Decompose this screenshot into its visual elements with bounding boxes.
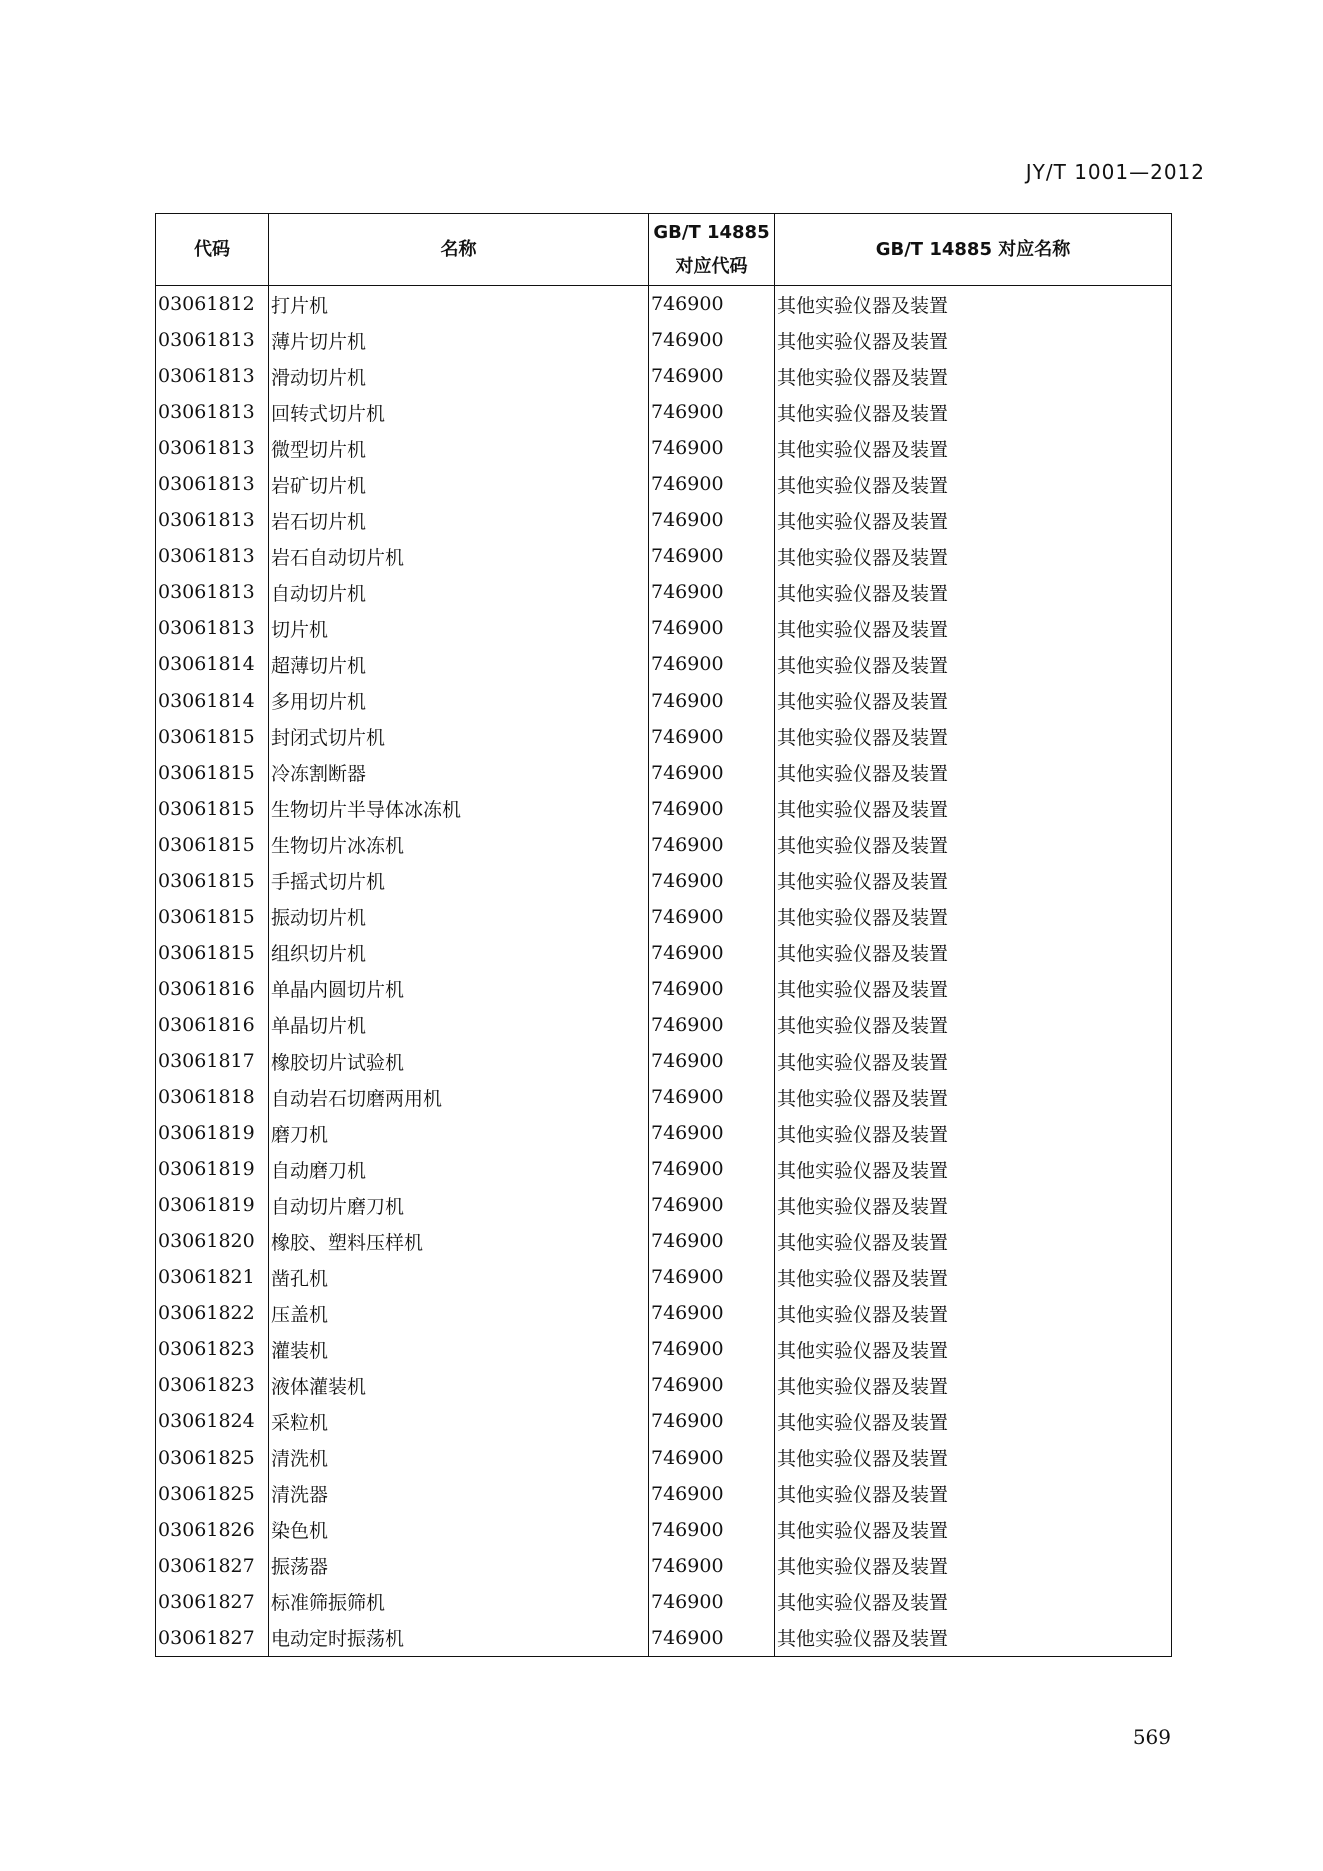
gb-code-cell: 746900 [649, 466, 775, 502]
gb-code-cell: 746900 [649, 1259, 775, 1295]
header-gb-code-line2: 对应代码 [675, 255, 748, 277]
table-row [156, 683, 1172, 719]
code-cell: 03061813 [156, 610, 269, 646]
code-cell: 03061820 [156, 1223, 269, 1259]
gb-name-cell: 其他实验仪器及装置 [775, 863, 1172, 899]
name-cell: 岩矿切片机 [269, 466, 649, 502]
name-cell: 振荡器 [269, 1548, 649, 1584]
gb-name-cell: 其他实验仪器及装置 [775, 1440, 1172, 1476]
gb-code-cell: 746900 [649, 646, 775, 682]
table-row [156, 430, 1172, 466]
name-cell: 多用切片机 [269, 683, 649, 719]
name-cell: 岩石自动切片机 [269, 538, 649, 574]
gb-name-cell: 其他实验仪器及装置 [775, 755, 1172, 791]
code-cell: 03061815 [156, 935, 269, 971]
code-cell: 03061819 [156, 1115, 269, 1151]
code-cell: 03061813 [156, 574, 269, 610]
table-row [156, 935, 1172, 971]
gb-code-cell: 746900 [649, 1187, 775, 1223]
code-cell: 03061824 [156, 1403, 269, 1439]
gb-name-cell: 其他实验仪器及装置 [775, 1187, 1172, 1223]
gb-name-cell: 其他实验仪器及装置 [775, 719, 1172, 755]
table-row [156, 394, 1172, 430]
gb-code-cell: 746900 [649, 719, 775, 755]
gb-code-cell: 746900 [649, 1440, 775, 1476]
name-cell: 自动岩石切磨两用机 [269, 1079, 649, 1115]
code-cell: 03061823 [156, 1331, 269, 1367]
code-cell: 03061822 [156, 1295, 269, 1331]
name-cell: 灌装机 [269, 1331, 649, 1367]
header-gb-code-line1: GB/T 14885 [653, 221, 770, 243]
table-row [156, 1548, 1172, 1584]
gb-name-cell: 其他实验仪器及装置 [775, 286, 1172, 323]
table-row [156, 1512, 1172, 1548]
code-cell: 03061817 [156, 1043, 269, 1079]
gb-code-cell: 746900 [649, 863, 775, 899]
gb-name-cell: 其他实验仪器及装置 [775, 430, 1172, 466]
name-cell: 清洗器 [269, 1476, 649, 1512]
table-row [156, 1440, 1172, 1476]
gb-code-cell: 746900 [649, 286, 775, 323]
code-cell: 03061813 [156, 394, 269, 430]
table-header-row [156, 214, 1172, 286]
gb-code-cell: 746900 [649, 1115, 775, 1151]
table-row [156, 1187, 1172, 1223]
gb-name-cell: 其他实验仪器及装置 [775, 646, 1172, 682]
table-row [156, 1259, 1172, 1295]
gb-code-cell: 746900 [649, 683, 775, 719]
code-cell: 03061816 [156, 971, 269, 1007]
gb-name-cell: 其他实验仪器及装置 [775, 1151, 1172, 1187]
name-cell: 生物切片半导体冰冻机 [269, 791, 649, 827]
gb-name-cell: 其他实验仪器及装置 [775, 538, 1172, 574]
code-cell: 03061813 [156, 358, 269, 394]
name-cell: 切片机 [269, 610, 649, 646]
table-row [156, 1331, 1172, 1367]
name-cell: 凿孔机 [269, 1259, 649, 1295]
code-cell: 03061819 [156, 1151, 269, 1187]
table-row [156, 827, 1172, 863]
code-cell: 03061827 [156, 1620, 269, 1657]
gb-name-cell: 其他实验仪器及装置 [775, 1403, 1172, 1439]
name-cell: 染色机 [269, 1512, 649, 1548]
table-row [156, 286, 1172, 323]
code-cell: 03061814 [156, 646, 269, 682]
gb-name-cell: 其他实验仪器及装置 [775, 1476, 1172, 1512]
gb-code-cell: 746900 [649, 574, 775, 610]
gb-name-cell: 其他实验仪器及装置 [775, 1115, 1172, 1151]
gb-code-cell: 746900 [649, 1151, 775, 1187]
name-cell: 自动切片磨刀机 [269, 1187, 649, 1223]
code-cell: 03061815 [156, 827, 269, 863]
name-cell: 采粒机 [269, 1403, 649, 1439]
name-cell: 组织切片机 [269, 935, 649, 971]
gb-name-cell: 其他实验仪器及装置 [775, 574, 1172, 610]
code-cell: 03061813 [156, 322, 269, 358]
table-row [156, 1295, 1172, 1331]
name-cell: 超薄切片机 [269, 646, 649, 682]
gb-code-cell: 746900 [649, 610, 775, 646]
gb-name-cell: 其他实验仪器及装置 [775, 466, 1172, 502]
code-cell: 03061818 [156, 1079, 269, 1115]
table-row [156, 502, 1172, 538]
table-row [156, 1151, 1172, 1187]
gb-code-cell: 746900 [649, 935, 775, 971]
code-cell: 03061815 [156, 755, 269, 791]
gb-name-cell: 其他实验仪器及装置 [775, 899, 1172, 935]
standard-code: JY/T 1001—2012 [1025, 160, 1205, 184]
gb-name-cell: 其他实验仪器及装置 [775, 1548, 1172, 1584]
gb-name-cell: 其他实验仪器及装置 [775, 1367, 1172, 1403]
gb-code-cell: 746900 [649, 1403, 775, 1439]
table-row [156, 1476, 1172, 1512]
name-cell: 滑动切片机 [269, 358, 649, 394]
header-name: 名称 [269, 214, 649, 286]
header-gb-name: GB/T 14885 对应名称 [775, 214, 1172, 286]
table-row [156, 1620, 1172, 1657]
gb-code-cell: 746900 [649, 1620, 775, 1657]
table-row [156, 755, 1172, 791]
table-row [156, 1115, 1172, 1151]
gb-name-cell: 其他实验仪器及装置 [775, 1620, 1172, 1657]
name-cell: 生物切片冰冻机 [269, 827, 649, 863]
name-cell: 封闭式切片机 [269, 719, 649, 755]
code-cell: 03061815 [156, 899, 269, 935]
code-cell: 03061813 [156, 466, 269, 502]
code-cell: 03061813 [156, 502, 269, 538]
gb-code-cell: 746900 [649, 322, 775, 358]
gb-name-cell: 其他实验仪器及装置 [775, 502, 1172, 538]
code-cell: 03061827 [156, 1548, 269, 1584]
gb-code-cell: 746900 [649, 358, 775, 394]
name-cell: 单晶切片机 [269, 1007, 649, 1043]
code-cell: 03061813 [156, 430, 269, 466]
gb-name-cell: 其他实验仪器及装置 [775, 322, 1172, 358]
gb-code-cell: 746900 [649, 791, 775, 827]
gb-code-cell: 746900 [649, 1584, 775, 1620]
gb-code-cell: 746900 [649, 755, 775, 791]
name-cell: 橡胶切片试验机 [269, 1043, 649, 1079]
name-cell: 自动切片机 [269, 574, 649, 610]
gb-code-cell: 746900 [649, 1512, 775, 1548]
gb-name-cell: 其他实验仪器及装置 [775, 1584, 1172, 1620]
gb-name-cell: 其他实验仪器及装置 [775, 358, 1172, 394]
name-cell: 液体灌装机 [269, 1367, 649, 1403]
gb-name-cell: 其他实验仪器及装置 [775, 1259, 1172, 1295]
gb-code-cell: 746900 [649, 1043, 775, 1079]
gb-name-cell: 其他实验仪器及装置 [775, 1079, 1172, 1115]
table-body [156, 286, 1172, 1657]
table-row [156, 899, 1172, 935]
name-cell: 薄片切片机 [269, 322, 649, 358]
table-row [156, 719, 1172, 755]
gb-name-cell: 其他实验仪器及装置 [775, 1331, 1172, 1367]
code-cell: 03061826 [156, 1512, 269, 1548]
table-row [156, 646, 1172, 682]
code-cell: 03061815 [156, 791, 269, 827]
name-cell: 自动磨刀机 [269, 1151, 649, 1187]
gb-code-cell: 746900 [649, 538, 775, 574]
name-cell: 磨刀机 [269, 1115, 649, 1151]
gb-name-cell: 其他实验仪器及装置 [775, 1512, 1172, 1548]
gb-code-cell: 746900 [649, 1223, 775, 1259]
gb-code-cell: 746900 [649, 827, 775, 863]
name-cell: 振动切片机 [269, 899, 649, 935]
gb-name-cell: 其他实验仪器及装置 [775, 791, 1172, 827]
gb-name-cell: 其他实验仪器及装置 [775, 1007, 1172, 1043]
table-row [156, 1367, 1172, 1403]
name-cell: 单晶内圆切片机 [269, 971, 649, 1007]
table-row [156, 1223, 1172, 1259]
table-row [156, 1043, 1172, 1079]
gb-code-cell: 746900 [649, 899, 775, 935]
gb-name-cell: 其他实验仪器及装置 [775, 1295, 1172, 1331]
table-row [156, 322, 1172, 358]
name-cell: 橡胶、塑料压样机 [269, 1223, 649, 1259]
gb-name-cell: 其他实验仪器及装置 [775, 971, 1172, 1007]
gb-code-cell: 746900 [649, 1476, 775, 1512]
gb-name-cell: 其他实验仪器及装置 [775, 610, 1172, 646]
name-cell: 冷冻割断器 [269, 755, 649, 791]
code-cell: 03061825 [156, 1476, 269, 1512]
name-cell: 微型切片机 [269, 430, 649, 466]
header-gb-code [649, 214, 775, 286]
name-cell: 压盖机 [269, 1295, 649, 1331]
name-cell: 手摇式切片机 [269, 863, 649, 899]
gb-name-cell: 其他实验仪器及装置 [775, 683, 1172, 719]
name-cell: 电动定时振荡机 [269, 1620, 649, 1657]
code-cell: 03061815 [156, 719, 269, 755]
table-row [156, 610, 1172, 646]
gb-code-cell: 746900 [649, 1295, 775, 1331]
table-row [156, 466, 1172, 502]
name-cell: 标准筛振筛机 [269, 1584, 649, 1620]
table-row [156, 971, 1172, 1007]
code-cell: 03061812 [156, 286, 269, 323]
table-row [156, 1403, 1172, 1439]
gb-name-cell: 其他实验仪器及装置 [775, 935, 1172, 971]
code-cell: 03061813 [156, 538, 269, 574]
name-cell: 清洗机 [269, 1440, 649, 1476]
table-row [156, 538, 1172, 574]
gb-name-cell: 其他实验仪器及装置 [775, 1223, 1172, 1259]
table-row [156, 1584, 1172, 1620]
gb-code-cell: 746900 [649, 1331, 775, 1367]
code-cell: 03061821 [156, 1259, 269, 1295]
code-cell: 03061815 [156, 863, 269, 899]
gb-code-cell: 746900 [649, 971, 775, 1007]
table-row [156, 1007, 1172, 1043]
gb-code-cell: 746900 [649, 1367, 775, 1403]
table-row [156, 1079, 1172, 1115]
name-cell: 回转式切片机 [269, 394, 649, 430]
code-cell: 03061827 [156, 1584, 269, 1620]
header-code: 代码 [156, 214, 269, 286]
name-cell: 打片机 [269, 286, 649, 323]
gb-code-cell: 746900 [649, 430, 775, 466]
gb-name-cell: 其他实验仪器及装置 [775, 1043, 1172, 1079]
gb-code-cell: 746900 [649, 394, 775, 430]
code-cell: 03061814 [156, 683, 269, 719]
code-cell: 03061825 [156, 1440, 269, 1476]
table-row [156, 791, 1172, 827]
gb-code-cell: 746900 [649, 502, 775, 538]
table-row [156, 863, 1172, 899]
table-row [156, 358, 1172, 394]
table-row [156, 574, 1172, 610]
gb-name-cell: 其他实验仪器及装置 [775, 827, 1172, 863]
page-number: 569 [1132, 1725, 1171, 1749]
gb-code-cell: 746900 [649, 1079, 775, 1115]
code-cell: 03061823 [156, 1367, 269, 1403]
code-cell: 03061816 [156, 1007, 269, 1043]
code-table [155, 213, 1172, 1657]
gb-code-cell: 746900 [649, 1007, 775, 1043]
code-cell: 03061819 [156, 1187, 269, 1223]
name-cell: 岩石切片机 [269, 502, 649, 538]
gb-name-cell: 其他实验仪器及装置 [775, 394, 1172, 430]
gb-code-cell: 746900 [649, 1548, 775, 1584]
